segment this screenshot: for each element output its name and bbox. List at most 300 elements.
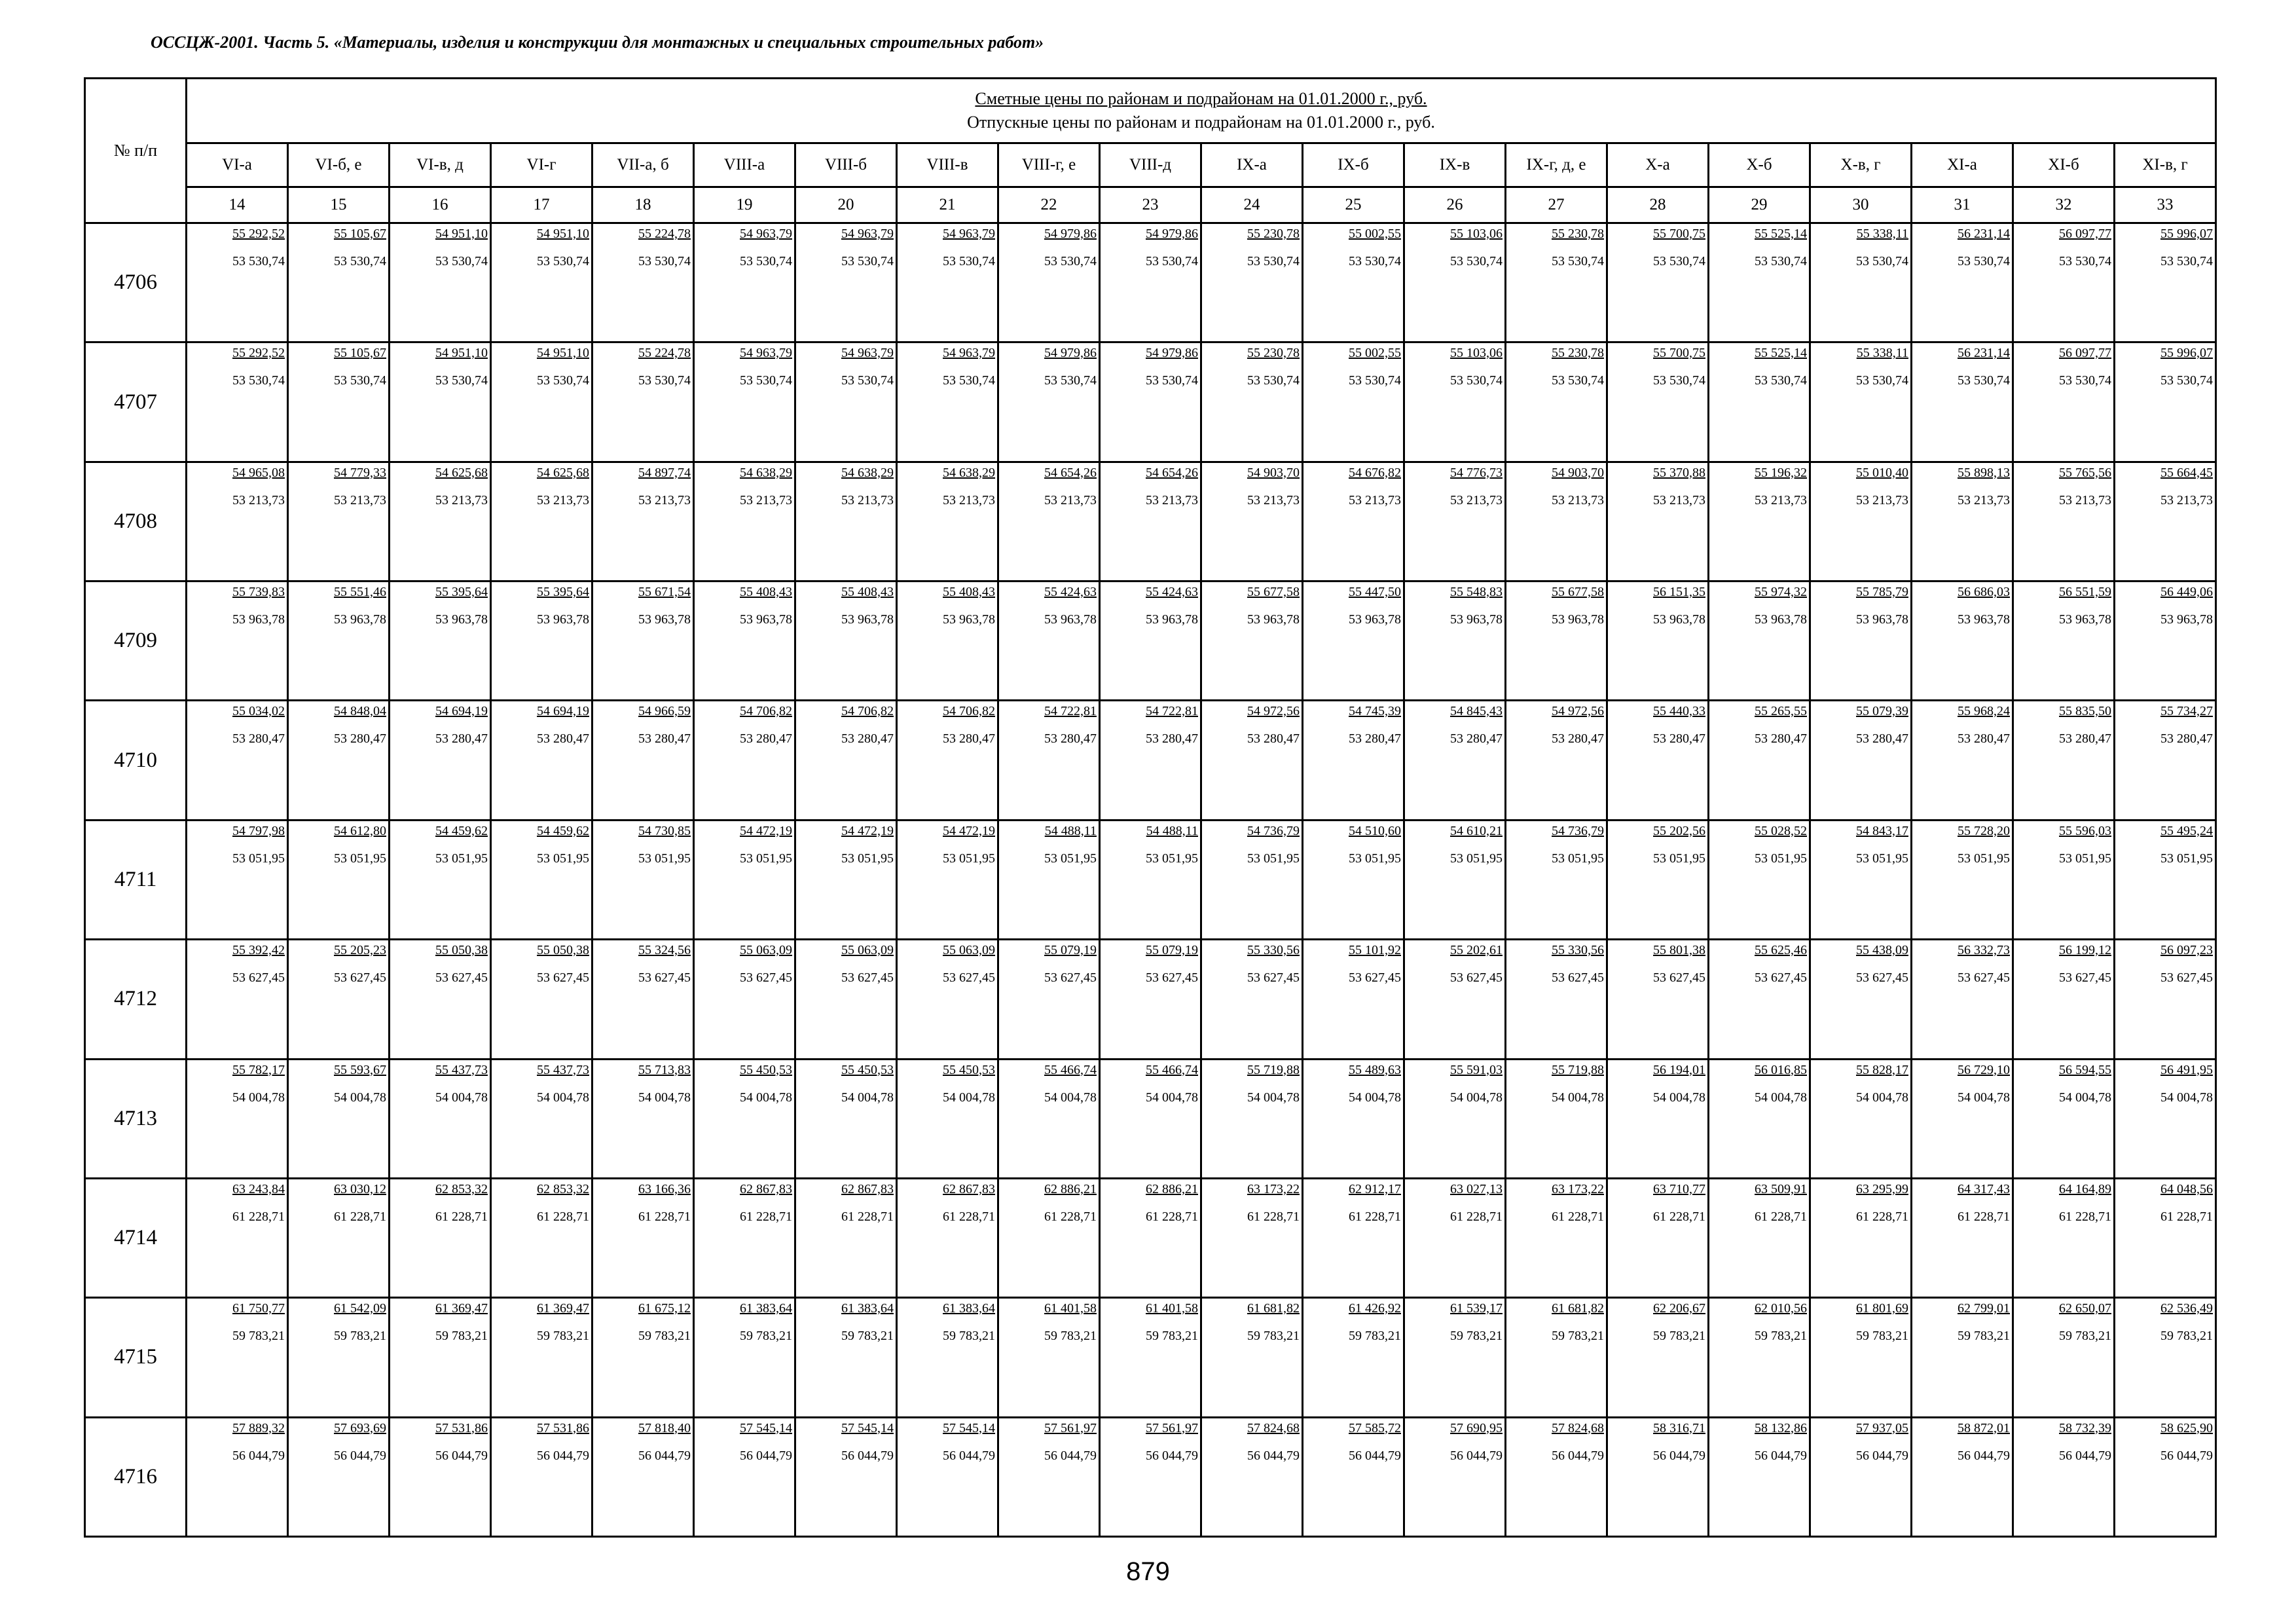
price-cell <box>1303 342 1404 462</box>
estimated-price: 56 594,55 <box>2059 1062 2111 1077</box>
estimated-price: 56 332,73 <box>1958 943 2010 958</box>
estimated-price: 55 424,63 <box>1146 585 1198 600</box>
release-price: 53 280,47 <box>334 731 386 747</box>
release-price: 53 530,74 <box>2059 373 2111 388</box>
price-cell <box>1709 701 1810 820</box>
estimated-price: 55 801,38 <box>1653 943 1705 958</box>
estimated-price: 55 103,06 <box>1450 346 1503 361</box>
price-cell <box>897 342 998 462</box>
estimated-price: 54 966,59 <box>638 704 691 719</box>
release-price: 59 783,21 <box>435 1329 488 1344</box>
estimated-price: 55 785,79 <box>1856 585 1908 600</box>
estimated-price: 55 739,83 <box>232 585 285 600</box>
release-price: 53 213,73 <box>435 492 488 507</box>
estimated-price: 54 845,43 <box>1450 704 1503 719</box>
estimated-price: 57 531,86 <box>537 1420 589 1435</box>
price-cell <box>288 1059 390 1178</box>
price-cell <box>1100 1298 1201 1417</box>
estimated-price: 55 440,33 <box>1653 704 1705 719</box>
release-price: 61 228,71 <box>2059 1209 2111 1224</box>
release-price: 53 280,47 <box>1552 731 1604 747</box>
row-number: 4707 <box>85 342 187 462</box>
region-header-cell: XI-а <box>1912 143 2013 187</box>
release-price: 53 627,45 <box>537 970 589 986</box>
release-price: 53 051,95 <box>1247 851 1300 866</box>
price-cell <box>1709 1417 1810 1536</box>
estimated-price: 55 330,56 <box>1247 943 1300 958</box>
price-cell <box>592 223 694 342</box>
estimated-price: 54 638,29 <box>841 465 894 480</box>
release-price: 53 051,95 <box>1044 851 1097 866</box>
release-price: 53 051,95 <box>1552 851 1604 866</box>
estimated-price: 63 710,77 <box>1653 1181 1705 1196</box>
estimated-price: 54 694,19 <box>537 704 589 719</box>
release-price: 61 228,71 <box>1044 1209 1097 1224</box>
estimated-price: 61 675,12 <box>638 1301 691 1316</box>
release-price: 53 213,73 <box>1349 492 1401 507</box>
estimated-price: 62 536,49 <box>2160 1301 2213 1316</box>
release-price: 53 530,74 <box>334 373 386 388</box>
estimated-price: 55 202,61 <box>1450 943 1503 958</box>
estimated-price: 55 202,56 <box>1653 823 1705 838</box>
release-price: 53 963,78 <box>1349 612 1401 627</box>
price-cell <box>1303 940 1404 1059</box>
price-cell <box>694 701 795 820</box>
release-price: 53 280,47 <box>1958 731 2010 747</box>
price-cell <box>1709 820 1810 939</box>
estimated-price: 54 654,26 <box>1044 465 1097 480</box>
release-price: 61 228,71 <box>537 1209 589 1224</box>
release-price: 61 228,71 <box>2160 1209 2213 1224</box>
price-cell <box>1810 342 1912 462</box>
price-cell <box>1303 1298 1404 1417</box>
release-price: 53 280,47 <box>435 731 488 747</box>
release-price: 56 044,79 <box>1552 1448 1604 1463</box>
estimated-price: 54 459,62 <box>435 823 488 838</box>
header-estimated-prices: Сметные цены по районам и подрайонам на 01.01.2000 г., руб. <box>975 89 1427 108</box>
estimated-price: 63 243,84 <box>232 1181 285 1196</box>
estimated-price: 58 625,90 <box>2160 1420 2213 1435</box>
price-cell <box>2013 462 2115 581</box>
column-number-cell: 28 <box>1607 187 1709 223</box>
table-row <box>85 701 2216 820</box>
release-price: 59 783,21 <box>232 1329 285 1344</box>
price-cell <box>1506 820 1607 939</box>
table-row <box>85 342 2216 462</box>
release-price: 54 004,78 <box>1146 1090 1198 1105</box>
price-cell <box>1100 1178 1201 1297</box>
release-price: 53 530,74 <box>435 254 488 268</box>
release-price: 59 783,21 <box>1958 1329 2010 1344</box>
estimated-price: 55 974,32 <box>1755 585 1807 600</box>
release-price: 56 044,79 <box>537 1448 589 1463</box>
estimated-price: 55 466,74 <box>1044 1062 1097 1077</box>
estimated-price: 55 079,19 <box>1044 943 1097 958</box>
price-cell <box>1912 1178 2013 1297</box>
release-price: 56 044,79 <box>435 1448 488 1463</box>
release-price: 56 044,79 <box>2059 1448 2111 1463</box>
release-price: 53 530,74 <box>638 373 691 388</box>
price-cell <box>1709 1059 1810 1178</box>
estimated-price: 54 472,19 <box>740 823 792 838</box>
price-cell <box>1607 342 1709 462</box>
release-price: 53 963,78 <box>1856 612 1908 627</box>
price-cell <box>897 701 998 820</box>
release-price: 53 530,74 <box>943 373 995 388</box>
price-cell <box>795 701 897 820</box>
estimated-price: 55 719,88 <box>1247 1062 1300 1077</box>
release-price: 53 627,45 <box>1349 970 1401 986</box>
estimated-price: 54 706,82 <box>943 704 995 719</box>
price-cell <box>998 342 1100 462</box>
estimated-price: 55 593,67 <box>334 1062 386 1077</box>
price-cell <box>1303 581 1404 701</box>
estimated-price: 54 963,79 <box>740 346 792 361</box>
price-cell <box>694 342 795 462</box>
price-cell <box>187 1059 288 1178</box>
row-number: 4706 <box>85 223 187 342</box>
release-price: 53 627,45 <box>1146 970 1198 986</box>
release-price: 53 530,74 <box>740 254 792 268</box>
estimated-price: 57 824,68 <box>1552 1420 1604 1435</box>
estimated-price: 56 097,77 <box>2059 227 2111 241</box>
estimated-price: 62 650,07 <box>2059 1301 2111 1316</box>
price-cell <box>1201 1059 1303 1178</box>
estimated-price: 55 224,78 <box>638 227 691 241</box>
estimated-price: 58 732,39 <box>2059 1420 2111 1435</box>
estimated-price: 55 898,13 <box>1958 465 2010 480</box>
release-price: 53 213,73 <box>232 492 285 507</box>
estimated-price: 55 438,09 <box>1856 943 1908 958</box>
region-header-cell: VI-а <box>187 143 288 187</box>
estimated-price: 54 612,80 <box>334 823 386 838</box>
estimated-price: 55 782,17 <box>232 1062 285 1077</box>
release-price: 54 004,78 <box>1856 1090 1908 1105</box>
estimated-price: 62 853,32 <box>537 1181 589 1196</box>
release-price: 61 228,71 <box>1247 1209 1300 1224</box>
release-price: 61 228,71 <box>638 1209 691 1224</box>
region-header-cell: X-б <box>1709 143 1810 187</box>
estimated-price: 61 383,64 <box>841 1301 894 1316</box>
release-price: 54 004,78 <box>943 1090 995 1105</box>
price-cell <box>1912 701 2013 820</box>
price-cell <box>288 820 390 939</box>
estimated-price: 55 292,52 <box>232 346 285 361</box>
row-number: 4716 <box>85 1417 187 1536</box>
price-cell <box>491 581 592 701</box>
price-cell <box>1506 342 1607 462</box>
price-cell <box>1810 940 1912 1059</box>
price-cell <box>2115 581 2216 701</box>
estimated-price: 55 230,78 <box>1247 227 1300 241</box>
release-price: 53 213,73 <box>1146 492 1198 507</box>
price-cell <box>2013 581 2115 701</box>
price-cell <box>1303 701 1404 820</box>
release-price: 53 963,78 <box>232 612 285 627</box>
price-cell <box>1810 820 1912 939</box>
price-cell <box>998 940 1100 1059</box>
price-cell <box>795 581 897 701</box>
price-cell <box>592 462 694 581</box>
estimated-price: 55 728,20 <box>1958 823 2010 838</box>
estimated-price: 54 903,70 <box>1247 465 1300 480</box>
estimated-price: 55 338,11 <box>1856 346 1908 361</box>
price-cell <box>1404 940 1506 1059</box>
release-price: 54 004,78 <box>740 1090 792 1105</box>
price-cell <box>2115 223 2216 342</box>
estimated-price: 56 686,03 <box>1958 585 2010 600</box>
price-cell <box>2115 940 2216 1059</box>
table-row <box>85 581 2216 701</box>
release-price: 59 783,21 <box>1856 1329 1908 1344</box>
price-table <box>84 77 2217 1538</box>
release-price: 53 627,45 <box>1653 970 1705 986</box>
price-cell <box>2115 1059 2216 1178</box>
release-price: 54 004,78 <box>1755 1090 1807 1105</box>
release-price: 53 963,78 <box>435 612 488 627</box>
release-price: 53 530,74 <box>1146 254 1198 268</box>
price-cell <box>2013 940 2115 1059</box>
release-price: 53 963,78 <box>740 612 792 627</box>
estimated-price: 61 681,82 <box>1552 1301 1604 1316</box>
price-cell <box>1709 462 1810 581</box>
estimated-price: 55 700,75 <box>1653 227 1705 241</box>
estimated-price: 63 166,36 <box>638 1181 691 1196</box>
price-cell <box>491 940 592 1059</box>
table-row <box>85 940 2216 1059</box>
release-price: 53 051,95 <box>334 851 386 866</box>
release-price: 53 963,78 <box>2059 612 2111 627</box>
table-row <box>85 223 2216 342</box>
price-cell <box>1709 342 1810 462</box>
release-price: 53 051,95 <box>740 851 792 866</box>
column-number-cell: 25 <box>1303 187 1404 223</box>
price-cell <box>998 462 1100 581</box>
estimated-price: 55 450,53 <box>740 1062 792 1077</box>
estimated-price: 55 338,11 <box>1856 227 1908 241</box>
release-price: 53 280,47 <box>2059 731 2111 747</box>
estimated-price: 55 034,02 <box>232 704 285 719</box>
release-price: 53 627,45 <box>1958 970 2010 986</box>
release-price: 61 228,71 <box>1146 1209 1198 1224</box>
price-cell <box>390 223 491 342</box>
estimated-price: 55 996,07 <box>2160 227 2213 241</box>
estimated-price: 55 996,07 <box>2160 346 2213 361</box>
price-cell <box>897 940 998 1059</box>
row-number: 4714 <box>85 1178 187 1297</box>
header-price-title <box>187 79 2216 143</box>
column-number-cell: 21 <box>897 187 998 223</box>
row-number: 4710 <box>85 701 187 820</box>
estimated-price: 55 450,53 <box>943 1062 995 1077</box>
estimated-price: 61 681,82 <box>1247 1301 1300 1316</box>
row-number: 4709 <box>85 581 187 701</box>
price-cell <box>1506 581 1607 701</box>
release-price: 61 228,71 <box>1349 1209 1401 1224</box>
estimated-price: 63 030,12 <box>334 1181 386 1196</box>
column-number-cell: 24 <box>1201 187 1303 223</box>
release-price: 53 627,45 <box>2059 970 2111 986</box>
price-cell <box>1709 940 1810 1059</box>
estimated-price: 54 963,79 <box>841 227 894 241</box>
price-cell <box>1303 1178 1404 1297</box>
estimated-price: 54 706,82 <box>740 704 792 719</box>
price-cell <box>1404 1417 1506 1536</box>
price-cell <box>390 940 491 1059</box>
table-row <box>85 820 2216 939</box>
release-price: 53 530,74 <box>1856 373 1908 388</box>
release-price: 53 051,95 <box>1755 851 1807 866</box>
release-price: 59 783,21 <box>334 1329 386 1344</box>
estimated-price: 58 872,01 <box>1958 1420 2010 1435</box>
estimated-price: 55 392,42 <box>232 943 285 958</box>
release-price: 54 004,78 <box>1044 1090 1097 1105</box>
estimated-price: 54 972,56 <box>1552 704 1604 719</box>
estimated-price: 55 002,55 <box>1349 346 1401 361</box>
estimated-price: 54 736,79 <box>1247 823 1300 838</box>
price-cell <box>288 1298 390 1417</box>
price-cell <box>1709 1298 1810 1417</box>
release-price: 56 044,79 <box>1856 1448 1908 1463</box>
estimated-price: 55 734,27 <box>2160 704 2213 719</box>
release-price: 53 051,95 <box>1653 851 1705 866</box>
release-price: 53 280,47 <box>2160 731 2213 747</box>
release-price: 59 783,21 <box>1247 1329 1300 1344</box>
price-cell <box>187 940 288 1059</box>
region-header-cell: VI-г <box>491 143 592 187</box>
release-price: 53 530,74 <box>943 254 995 268</box>
release-price: 56 044,79 <box>1450 1448 1503 1463</box>
price-cell <box>187 1417 288 1536</box>
release-price: 53 530,74 <box>537 254 589 268</box>
price-cell <box>1201 701 1303 820</box>
estimated-price: 54 965,08 <box>232 465 285 480</box>
estimated-price: 54 797,98 <box>232 823 285 838</box>
release-price: 53 530,74 <box>841 373 894 388</box>
estimated-price: 54 979,86 <box>1146 227 1198 241</box>
release-price: 53 213,73 <box>334 492 386 507</box>
price-cell <box>2115 701 2216 820</box>
release-price: 61 228,71 <box>1653 1209 1705 1224</box>
release-price: 61 228,71 <box>1552 1209 1604 1224</box>
release-price: 53 530,74 <box>435 373 488 388</box>
price-cell <box>288 342 390 462</box>
estimated-price: 54 745,39 <box>1349 704 1401 719</box>
estimated-price: 55 677,58 <box>1247 585 1300 600</box>
release-price: 53 530,74 <box>1755 373 1807 388</box>
price-cell <box>288 1417 390 1536</box>
price-cell <box>897 1178 998 1297</box>
price-cell <box>1607 1417 1709 1536</box>
estimated-price: 62 867,83 <box>740 1181 792 1196</box>
estimated-price: 54 722,81 <box>1044 704 1097 719</box>
release-price: 56 044,79 <box>1958 1448 2010 1463</box>
release-price: 53 627,45 <box>1856 970 1908 986</box>
estimated-price: 54 776,73 <box>1450 465 1503 480</box>
column-number-cell: 31 <box>1912 187 2013 223</box>
estimated-price: 61 542,09 <box>334 1301 386 1316</box>
estimated-price: 56 097,77 <box>2059 346 2111 361</box>
price-cell <box>1100 820 1201 939</box>
estimated-price: 55 719,88 <box>1552 1062 1604 1077</box>
estimated-price: 54 722,81 <box>1146 704 1198 719</box>
price-cell <box>897 820 998 939</box>
release-price: 53 530,74 <box>1653 254 1705 268</box>
release-price: 56 044,79 <box>1247 1448 1300 1463</box>
price-cell <box>998 1417 1100 1536</box>
estimated-price: 61 369,47 <box>537 1301 589 1316</box>
release-price: 54 004,78 <box>1958 1090 2010 1105</box>
estimated-price: 55 437,73 <box>435 1062 488 1077</box>
price-cell <box>1607 940 1709 1059</box>
release-price: 59 783,21 <box>841 1329 894 1344</box>
column-number-cell: 18 <box>592 187 694 223</box>
price-cell <box>1100 940 1201 1059</box>
estimated-price: 61 369,47 <box>435 1301 488 1316</box>
estimated-price: 55 828,17 <box>1856 1062 1908 1077</box>
estimated-price: 57 545,14 <box>841 1420 894 1435</box>
estimated-price: 55 437,73 <box>537 1062 589 1077</box>
price-cell <box>491 1417 592 1536</box>
price-cell <box>1607 701 1709 820</box>
price-cell <box>390 820 491 939</box>
estimated-price: 56 729,10 <box>1958 1062 2010 1077</box>
release-price: 53 213,73 <box>943 492 995 507</box>
price-cell <box>694 223 795 342</box>
estimated-price: 55 224,78 <box>638 346 691 361</box>
price-cell <box>1912 1298 2013 1417</box>
release-price: 53 963,78 <box>1044 612 1097 627</box>
release-price: 54 004,78 <box>232 1090 285 1105</box>
estimated-price: 63 509,91 <box>1755 1181 1807 1196</box>
release-price: 56 044,79 <box>740 1448 792 1463</box>
release-price: 53 213,73 <box>638 492 691 507</box>
price-cell <box>2013 1178 2115 1297</box>
release-price: 54 004,78 <box>1450 1090 1503 1105</box>
price-cell <box>1506 940 1607 1059</box>
price-cell <box>491 342 592 462</box>
estimated-price: 54 610,21 <box>1450 823 1503 838</box>
price-cell <box>1201 462 1303 581</box>
release-price: 53 530,74 <box>1247 254 1300 268</box>
price-cell <box>1810 701 1912 820</box>
estimated-price: 54 472,19 <box>841 823 894 838</box>
region-header-cell: VII-а, б <box>592 143 694 187</box>
region-header-cell: IX-а <box>1201 143 1303 187</box>
estimated-price: 55 205,23 <box>334 943 386 958</box>
estimated-price: 55 050,38 <box>435 943 488 958</box>
column-number-cell: 17 <box>491 187 592 223</box>
estimated-price: 55 450,53 <box>841 1062 894 1077</box>
row-number: 4715 <box>85 1298 187 1417</box>
release-price: 56 044,79 <box>1146 1448 1198 1463</box>
price-cell <box>2115 1178 2216 1297</box>
estimated-price: 55 079,39 <box>1856 704 1908 719</box>
estimated-price: 55 408,43 <box>841 585 894 600</box>
release-price: 53 280,47 <box>1856 731 1908 747</box>
estimated-price: 62 886,21 <box>1044 1181 1097 1196</box>
estimated-price: 55 625,46 <box>1755 943 1807 958</box>
price-cell <box>1201 820 1303 939</box>
price-cell <box>1303 1059 1404 1178</box>
region-header-cell: IX-б <box>1303 143 1404 187</box>
estimated-price: 55 395,64 <box>435 585 488 600</box>
price-cell <box>2115 1417 2216 1536</box>
estimated-price: 61 426,92 <box>1349 1301 1401 1316</box>
release-price: 61 228,71 <box>1958 1209 2010 1224</box>
estimated-price: 55 835,50 <box>2059 704 2111 719</box>
estimated-price: 57 824,68 <box>1247 1420 1300 1435</box>
